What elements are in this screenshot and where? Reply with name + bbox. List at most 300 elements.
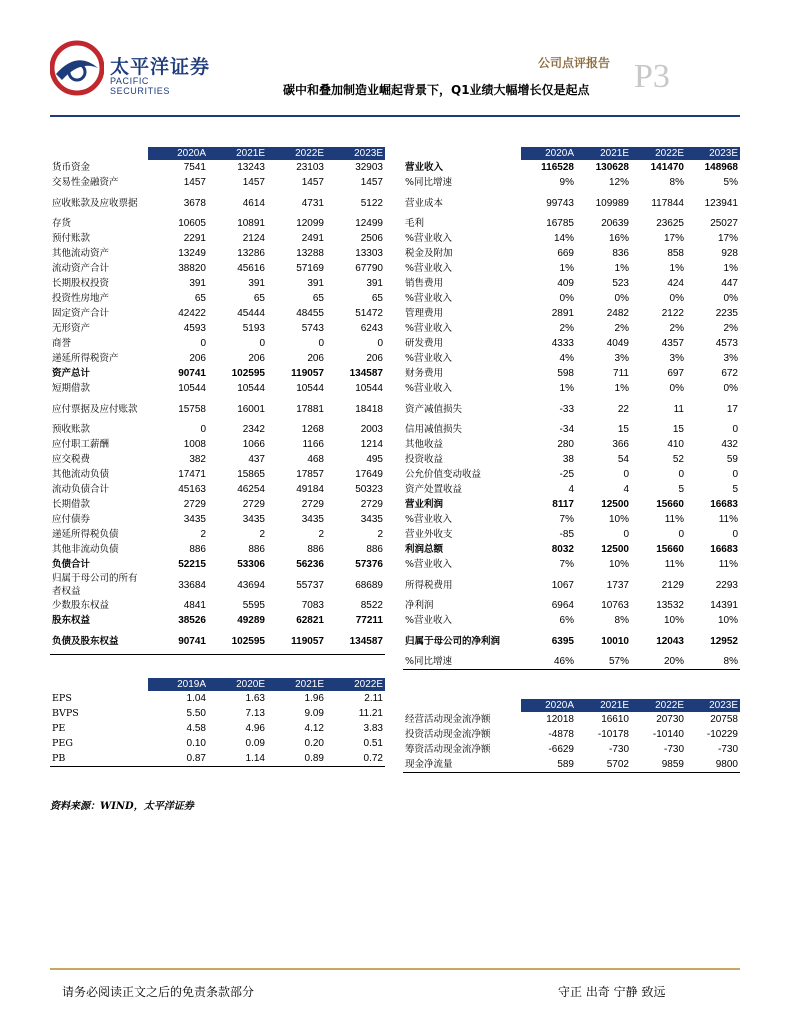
table-row bbox=[50, 613, 385, 628]
value-cell: 10544 bbox=[355, 383, 383, 394]
value-cell: 1457 bbox=[242, 177, 265, 188]
column-header: 2022E bbox=[631, 699, 686, 712]
table-row bbox=[403, 190, 740, 216]
value-cell: 1214 bbox=[360, 439, 383, 450]
value-cell: 2291 bbox=[183, 233, 206, 244]
value-cell: 1% bbox=[723, 263, 738, 274]
value-cell: 2891 bbox=[551, 308, 574, 319]
table-row bbox=[50, 467, 385, 482]
value-cell: 8% bbox=[686, 654, 740, 670]
value-cell: 1737 bbox=[606, 579, 629, 591]
row-label: 毛利 bbox=[405, 218, 425, 229]
value-cell: 11.21 bbox=[358, 708, 383, 719]
table-row bbox=[50, 246, 385, 261]
value-cell: 4.58 bbox=[186, 723, 206, 734]
value-cell: 0.72 bbox=[326, 751, 385, 767]
table-row bbox=[50, 190, 385, 216]
table-row bbox=[50, 175, 385, 190]
value-cell: 17881 bbox=[296, 403, 324, 415]
value-cell: 4573 bbox=[715, 338, 738, 349]
value-cell: 6964 bbox=[551, 600, 574, 611]
value-cell: -730 bbox=[663, 744, 684, 755]
table-row bbox=[50, 736, 385, 751]
row-label: %营业收入 bbox=[405, 323, 453, 334]
value-cell: 0.51 bbox=[363, 738, 383, 749]
value-cell: 0.89 bbox=[267, 751, 326, 767]
value-cell: -730 bbox=[717, 744, 738, 755]
table-row bbox=[50, 437, 385, 452]
value-cell: 4 bbox=[568, 484, 574, 495]
table-row bbox=[403, 231, 740, 246]
table-row bbox=[50, 542, 385, 557]
value-cell: 12099 bbox=[296, 218, 324, 229]
value-cell: 8117 bbox=[552, 499, 574, 510]
value-cell: 2124 bbox=[242, 233, 265, 244]
value-cell: 48455 bbox=[296, 308, 324, 319]
value-cell: 409 bbox=[557, 278, 574, 289]
row-label: 货币资金 bbox=[52, 162, 91, 173]
row-label: 少数股东权益 bbox=[52, 600, 110, 611]
value-cell: 523 bbox=[612, 278, 629, 289]
value-cell: 2% bbox=[669, 323, 684, 334]
value-cell: 5 bbox=[732, 484, 738, 495]
row-label: 销售费用 bbox=[405, 278, 444, 289]
table-row bbox=[403, 497, 740, 512]
value-cell: 68689 bbox=[355, 579, 383, 591]
value-cell: 886 bbox=[366, 544, 383, 555]
value-cell: 0 bbox=[678, 529, 684, 540]
row-label: 利润总额 bbox=[405, 544, 444, 555]
value-cell: 206 bbox=[189, 353, 206, 364]
value-cell: 886 bbox=[248, 544, 265, 555]
value-cell: 13249 bbox=[178, 248, 206, 259]
value-cell: 130628 bbox=[595, 162, 629, 173]
value-cell: 1457 bbox=[360, 177, 383, 188]
row-label: 短期借款 bbox=[52, 383, 91, 394]
value-cell: 3435 bbox=[360, 514, 383, 525]
row-label: 应付职工薪酬 bbox=[52, 439, 110, 450]
table-row bbox=[50, 751, 385, 767]
value-cell: 0 bbox=[200, 424, 206, 435]
value-cell: 382 bbox=[189, 454, 206, 465]
value-cell: 0 bbox=[732, 424, 738, 435]
row-label: 应付票据及应付账款 bbox=[52, 403, 138, 415]
value-cell: 13532 bbox=[656, 600, 684, 611]
value-cell: 2729 bbox=[301, 499, 324, 510]
value-cell: 23625 bbox=[656, 218, 684, 229]
row-label: 投资活动现金流净额 bbox=[405, 729, 491, 740]
row-label: %营业收入 bbox=[405, 559, 453, 570]
table-row bbox=[403, 437, 740, 452]
value-cell: 148968 bbox=[704, 162, 738, 173]
value-cell: 5.50 bbox=[186, 708, 206, 719]
table-row bbox=[403, 512, 740, 527]
row-label: 应交税费 bbox=[52, 454, 91, 465]
value-cell: 20730 bbox=[656, 714, 684, 725]
row-label: %同比增速 bbox=[403, 654, 521, 670]
row-label: 经营活动现金流净额 bbox=[405, 714, 491, 725]
value-cell: 134587 bbox=[349, 368, 383, 379]
value-cell: 0% bbox=[669, 383, 684, 394]
row-label: 公允价值变动收益 bbox=[405, 469, 482, 480]
value-cell: 62821 bbox=[296, 615, 324, 626]
value-cell: 4357 bbox=[661, 338, 684, 349]
row-label: EPS bbox=[52, 693, 72, 704]
value-cell: 16001 bbox=[237, 403, 265, 415]
value-cell: -34 bbox=[559, 424, 574, 435]
table-row bbox=[50, 512, 385, 527]
value-cell: 3% bbox=[614, 353, 629, 364]
table-header-row bbox=[403, 699, 740, 712]
value-cell: 45444 bbox=[237, 308, 265, 319]
table-row bbox=[50, 497, 385, 512]
column-header: 2020A bbox=[521, 147, 576, 160]
brand-name-en: PACIFIC SECURITIES bbox=[110, 76, 171, 96]
value-cell: 57169 bbox=[296, 263, 324, 274]
valuation-table bbox=[50, 678, 385, 767]
row-label: PEG bbox=[52, 738, 73, 749]
column-header: 2023E bbox=[326, 147, 385, 160]
value-cell: 6% bbox=[559, 615, 574, 626]
value-cell: 2122 bbox=[661, 308, 684, 319]
value-cell: 4333 bbox=[551, 338, 574, 349]
table-row bbox=[50, 572, 385, 598]
column-header: 2021E bbox=[208, 147, 267, 160]
value-cell: 9859 bbox=[631, 757, 686, 773]
value-cell: 206 bbox=[366, 353, 383, 364]
table-row bbox=[403, 482, 740, 497]
value-cell: 5702 bbox=[576, 757, 631, 773]
row-label: 归属于母公司的净利润 bbox=[405, 635, 501, 647]
row-label: 流动负债合计 bbox=[52, 484, 110, 495]
value-cell: 0.20 bbox=[304, 738, 324, 749]
value-cell: 0% bbox=[614, 293, 629, 304]
value-cell: 11% bbox=[718, 559, 738, 570]
value-cell: 1457 bbox=[183, 177, 206, 188]
value-cell: 7.13 bbox=[245, 708, 265, 719]
row-label: 归属于母公司的所有者权益 bbox=[52, 573, 138, 597]
table-header-row bbox=[50, 678, 385, 691]
value-cell: 4593 bbox=[183, 323, 206, 334]
value-cell: 589 bbox=[521, 757, 576, 773]
value-cell: 391 bbox=[366, 278, 383, 289]
value-cell: 119057 bbox=[267, 628, 326, 655]
table-row bbox=[403, 452, 740, 467]
row-label: 递延所得税负债 bbox=[52, 529, 119, 540]
value-cell: 45616 bbox=[237, 263, 265, 274]
value-cell: 3% bbox=[723, 353, 738, 364]
value-cell: 2 bbox=[259, 529, 265, 540]
table-row bbox=[403, 351, 740, 366]
table-row bbox=[403, 527, 740, 542]
value-cell: -6629 bbox=[548, 744, 574, 755]
pacific-securities-logo-icon bbox=[50, 40, 104, 96]
value-cell: 0 bbox=[318, 338, 324, 349]
value-cell: 2003 bbox=[360, 424, 383, 435]
table-row bbox=[50, 557, 385, 572]
table-row bbox=[403, 276, 740, 291]
value-cell: 20639 bbox=[601, 218, 629, 229]
value-cell: 25027 bbox=[710, 218, 738, 229]
value-cell: 2% bbox=[614, 323, 629, 334]
value-cell: 10010 bbox=[601, 635, 629, 647]
table-row bbox=[50, 216, 385, 231]
table-row bbox=[403, 291, 740, 306]
value-cell: 14% bbox=[553, 233, 574, 244]
value-cell: 38820 bbox=[178, 263, 206, 274]
table-row bbox=[403, 175, 740, 190]
value-cell: 17471 bbox=[178, 469, 206, 480]
table-row bbox=[403, 306, 740, 321]
value-cell: 52 bbox=[672, 454, 684, 465]
value-cell: 11% bbox=[664, 559, 684, 570]
value-cell: 0 bbox=[259, 338, 265, 349]
table-row bbox=[50, 721, 385, 736]
value-cell: 468 bbox=[307, 454, 324, 465]
value-cell: 697 bbox=[667, 368, 684, 379]
value-cell: 5122 bbox=[360, 197, 383, 209]
row-label: 存货 bbox=[52, 218, 72, 229]
disclaimer-note: 请务必阅读正文之后的免责条款部分 bbox=[62, 985, 255, 999]
row-label: %同比增速 bbox=[405, 177, 453, 188]
column-header: 2021E bbox=[576, 147, 631, 160]
row-label: 营业利润 bbox=[405, 499, 444, 510]
value-cell: 52215 bbox=[178, 559, 206, 570]
value-cell: 0 bbox=[623, 529, 629, 540]
brand-name-cn: 太平洋证券 bbox=[110, 56, 211, 78]
value-cell: 10763 bbox=[601, 600, 629, 611]
value-cell: 65 bbox=[194, 293, 206, 304]
cash-flow-table bbox=[403, 699, 740, 773]
value-cell: 15758 bbox=[178, 403, 206, 415]
row-label: 预收账款 bbox=[52, 424, 91, 435]
value-cell: 13303 bbox=[355, 248, 383, 259]
table-row bbox=[50, 306, 385, 321]
value-cell: 4% bbox=[559, 353, 574, 364]
row-label: 其他流动负债 bbox=[52, 469, 110, 480]
value-cell: 99743 bbox=[546, 197, 574, 209]
value-cell: 12952 bbox=[710, 635, 738, 647]
value-cell: 4 bbox=[623, 484, 629, 495]
table-row bbox=[50, 598, 385, 613]
value-cell: 16610 bbox=[601, 714, 629, 725]
value-cell: 117844 bbox=[651, 197, 684, 209]
value-cell: 50323 bbox=[355, 484, 383, 495]
value-cell: 8% bbox=[614, 615, 629, 626]
row-label: 其他流动资产 bbox=[52, 248, 110, 259]
row-label: %营业收入 bbox=[405, 615, 453, 626]
value-cell: 55737 bbox=[296, 579, 324, 591]
value-cell: 9800 bbox=[686, 757, 740, 773]
value-cell: 4614 bbox=[242, 197, 265, 209]
row-label: 无形资产 bbox=[52, 323, 91, 334]
value-cell: 16683 bbox=[710, 544, 738, 555]
row-label: %营业收入 bbox=[405, 293, 453, 304]
table-row bbox=[403, 422, 740, 437]
value-cell: 2491 bbox=[301, 233, 324, 244]
value-cell: 102595 bbox=[208, 628, 267, 655]
value-cell: 18418 bbox=[355, 403, 383, 415]
value-cell: 10% bbox=[717, 615, 738, 626]
value-cell: 2 bbox=[318, 529, 324, 540]
header-blank-cell bbox=[50, 147, 148, 160]
value-cell: 42422 bbox=[178, 308, 206, 319]
row-label: %营业收入 bbox=[405, 263, 453, 274]
value-cell: 15 bbox=[672, 424, 684, 435]
value-cell: 0% bbox=[559, 293, 574, 304]
value-cell: 17% bbox=[663, 233, 684, 244]
row-label: 股东权益 bbox=[52, 615, 91, 626]
value-cell: 15660 bbox=[656, 544, 684, 555]
value-cell: 391 bbox=[189, 278, 206, 289]
value-cell: 7% bbox=[559, 514, 574, 525]
row-label: 长期股权投资 bbox=[52, 278, 110, 289]
column-header: 2023E bbox=[686, 147, 740, 160]
page-number: P3 bbox=[634, 58, 670, 95]
value-cell: 116528 bbox=[541, 162, 574, 173]
table-row bbox=[403, 366, 740, 381]
value-cell: 11% bbox=[664, 514, 684, 525]
value-cell: 2482 bbox=[606, 308, 629, 319]
value-cell: 886 bbox=[189, 544, 206, 555]
table-row bbox=[403, 613, 740, 628]
value-cell: 5 bbox=[678, 484, 684, 495]
value-cell: 10891 bbox=[237, 218, 265, 229]
value-cell: -730 bbox=[608, 744, 629, 755]
income-statement-table bbox=[403, 147, 740, 670]
value-cell: 391 bbox=[307, 278, 324, 289]
value-cell: 391 bbox=[248, 278, 265, 289]
row-label: 现金净流量 bbox=[403, 757, 521, 773]
value-cell: 45163 bbox=[178, 484, 206, 495]
value-cell: 15865 bbox=[237, 469, 265, 480]
value-cell: 4.12 bbox=[304, 723, 324, 734]
value-cell: 0 bbox=[377, 338, 383, 349]
value-cell: 2342 bbox=[242, 424, 265, 435]
value-cell: 6243 bbox=[360, 323, 383, 334]
column-header: 2023E bbox=[686, 699, 740, 712]
value-cell: 13243 bbox=[237, 162, 265, 173]
value-cell: 3435 bbox=[242, 514, 265, 525]
value-cell: 2 bbox=[200, 529, 206, 540]
value-cell: 4731 bbox=[301, 197, 324, 209]
value-cell: 5743 bbox=[301, 323, 324, 334]
value-cell: 16% bbox=[608, 233, 629, 244]
table-row bbox=[50, 261, 385, 276]
row-label: 长期借款 bbox=[52, 499, 91, 510]
value-cell: 54 bbox=[617, 454, 629, 465]
row-label: 信用减值损失 bbox=[405, 424, 463, 435]
value-cell: 6395 bbox=[551, 635, 574, 647]
value-cell: 51472 bbox=[355, 308, 383, 319]
value-cell: 4049 bbox=[606, 338, 629, 349]
value-cell: 598 bbox=[557, 368, 574, 379]
value-cell: 14391 bbox=[710, 600, 738, 611]
value-cell: 0 bbox=[200, 338, 206, 349]
row-label: 资产处置收益 bbox=[405, 484, 463, 495]
value-cell: 12% bbox=[608, 177, 629, 188]
balance-sheet-table bbox=[50, 147, 385, 655]
value-cell: 49289 bbox=[237, 615, 265, 626]
table-row bbox=[403, 246, 740, 261]
table-row bbox=[403, 467, 740, 482]
value-cell: 3435 bbox=[301, 514, 324, 525]
value-cell: 38526 bbox=[178, 615, 206, 626]
table-row bbox=[403, 654, 740, 670]
value-cell: 672 bbox=[721, 368, 738, 379]
value-cell: 0 bbox=[732, 469, 738, 480]
value-cell: 141470 bbox=[650, 162, 684, 173]
table-row bbox=[403, 336, 740, 351]
value-cell: 1166 bbox=[302, 439, 324, 450]
value-cell: 0.87 bbox=[148, 751, 208, 767]
column-header: 2021E bbox=[576, 699, 631, 712]
value-cell: 1% bbox=[559, 263, 574, 274]
value-cell: -10140 bbox=[652, 729, 684, 740]
report-type: 公司点评报告 bbox=[538, 56, 611, 70]
brand-logo bbox=[50, 40, 210, 96]
table-header-row bbox=[50, 147, 385, 160]
value-cell: 4841 bbox=[183, 600, 206, 611]
row-label: 净利润 bbox=[405, 600, 434, 611]
row-label: PB bbox=[50, 751, 148, 767]
row-label: 财务费用 bbox=[405, 368, 444, 379]
value-cell: 2235 bbox=[715, 308, 738, 319]
row-label: 负债及股东权益 bbox=[50, 628, 148, 655]
row-label: 资产减值损失 bbox=[405, 403, 463, 415]
value-cell: 3435 bbox=[183, 514, 206, 525]
value-cell: 10605 bbox=[178, 218, 206, 229]
table-row bbox=[50, 160, 385, 175]
row-label: 递延所得税资产 bbox=[52, 353, 119, 364]
value-cell: 7% bbox=[559, 559, 574, 570]
row-label: 所得税费用 bbox=[405, 579, 453, 591]
table-row bbox=[50, 396, 385, 422]
value-cell: 4.96 bbox=[245, 723, 265, 734]
value-cell: -85 bbox=[559, 529, 574, 540]
value-cell: 11 bbox=[673, 403, 684, 415]
value-cell: 102595 bbox=[231, 368, 265, 379]
table-row bbox=[50, 231, 385, 246]
table-row bbox=[403, 557, 740, 572]
value-cell: 134587 bbox=[326, 628, 385, 655]
value-cell: 90741 bbox=[148, 628, 208, 655]
value-cell: 23103 bbox=[296, 162, 324, 173]
value-cell: 886 bbox=[307, 544, 324, 555]
value-cell: 56236 bbox=[296, 559, 324, 570]
row-label: %营业收入 bbox=[405, 353, 453, 364]
header-divider bbox=[50, 115, 740, 117]
value-cell: 10544 bbox=[237, 383, 265, 394]
value-cell: 17857 bbox=[296, 469, 324, 480]
value-cell: 8522 bbox=[360, 600, 383, 611]
table-row bbox=[50, 291, 385, 306]
value-cell: 9.09 bbox=[304, 708, 324, 719]
value-cell: 13288 bbox=[296, 248, 324, 259]
table-header-row bbox=[403, 147, 740, 160]
value-cell: 206 bbox=[307, 353, 324, 364]
table-row bbox=[403, 628, 740, 654]
value-cell: 366 bbox=[612, 439, 629, 450]
row-label: 固定资产合计 bbox=[52, 308, 110, 319]
column-header: 2022E bbox=[267, 147, 326, 160]
header-blank-cell bbox=[403, 147, 521, 160]
column-header: 2020A bbox=[148, 147, 208, 160]
value-cell: 928 bbox=[721, 248, 738, 259]
value-cell: 10544 bbox=[178, 383, 206, 394]
row-label: BVPS bbox=[52, 708, 79, 719]
table-row bbox=[403, 261, 740, 276]
